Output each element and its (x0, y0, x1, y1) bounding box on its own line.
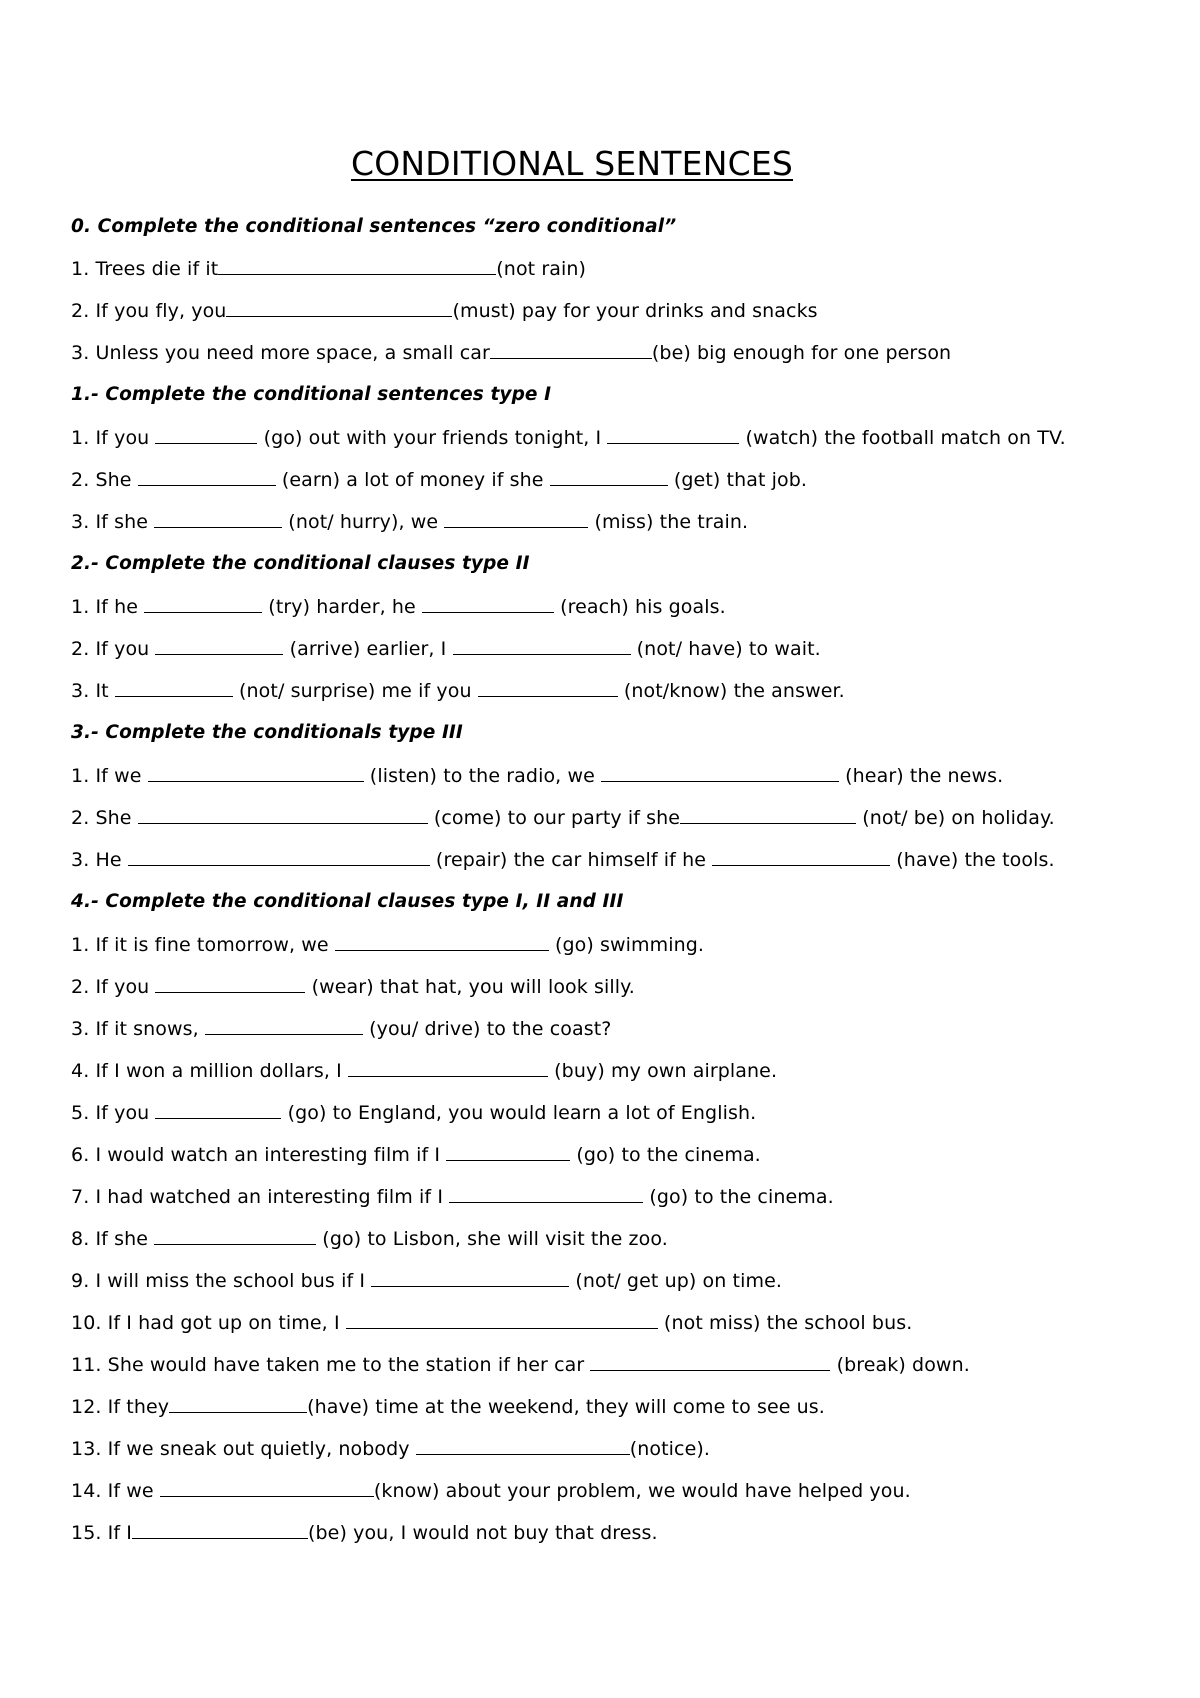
sentence-text: 7. I had watched an interesting film if I (71, 1186, 450, 1208)
exercise-line (71, 932, 704, 957)
sentence-text: (earn) a lot of money if she (275, 469, 550, 491)
exercise-line (71, 763, 1003, 788)
exercise-line (71, 1100, 756, 1125)
sentence-text: 10. If I had got up on time, I (71, 1312, 346, 1334)
answer-blank[interactable] (160, 1478, 374, 1497)
answer-blank[interactable] (444, 509, 588, 528)
answer-blank[interactable] (449, 1184, 643, 1203)
answer-blank[interactable] (335, 932, 549, 951)
answer-blank[interactable] (422, 594, 554, 613)
answer-blank[interactable] (128, 847, 430, 866)
sentence-text: 3. If it snows, (71, 1018, 205, 1040)
sentence-text: 1. If you (71, 427, 156, 449)
exercise-line (71, 1478, 911, 1503)
exercise-line (71, 340, 951, 365)
exercise-line (71, 847, 1055, 872)
exercise-line (71, 805, 1055, 830)
exercise-line (71, 974, 635, 999)
answer-blank[interactable] (218, 256, 496, 275)
sentence-text: (go) swimming. (548, 934, 705, 956)
sentence-text: 2. She (71, 807, 138, 829)
sentence-text: (go) to Lisbon, she will visit the zoo. (316, 1228, 668, 1250)
sentence-text: (must) pay for your drinks and snacks (452, 300, 818, 322)
sentence-text: 14. If we (71, 1480, 160, 1502)
answer-blank[interactable] (155, 636, 283, 655)
sentence-text: (wear) that hat, you will look silly. (305, 976, 635, 998)
section-heading: 4.- Complete the conditional clauses type I, II and III (71, 891, 624, 912)
answer-blank[interactable] (138, 467, 276, 486)
exercise-line (71, 1184, 834, 1209)
answer-blank[interactable] (132, 1520, 308, 1539)
section-heading: 3.- Complete the conditionals type III (71, 722, 463, 743)
sentence-text: (try) harder, he (262, 596, 422, 618)
sentence-text: (have) time at the weekend, they will come to see us. (307, 1396, 825, 1418)
sentence-text: (not miss) the school bus. (657, 1312, 913, 1334)
sentence-text: 3. Unless you need more space, a small car (71, 342, 490, 364)
exercise-line (71, 425, 1066, 450)
sentence-text: (go) to the cinema. (643, 1186, 834, 1208)
sentence-text: 11. She would have taken me to the station if her car (71, 1354, 591, 1376)
exercise-line (71, 509, 748, 534)
answer-blank[interactable] (348, 1058, 548, 1077)
sentence-text: (be) big enough for one person (651, 342, 952, 364)
page-title: CONDITIONAL SENTENCES (350, 144, 794, 183)
sentence-text: (go) out with your friends tonight, I (257, 427, 608, 449)
sentence-text: (not/ have) to wait. (630, 638, 821, 660)
exercise-line (71, 1352, 970, 1377)
exercise-line (71, 594, 726, 619)
answer-blank[interactable] (155, 1100, 281, 1119)
sentence-text: 6. I would watch an interesting film if I (71, 1144, 447, 1166)
answer-blank[interactable] (478, 678, 618, 697)
exercise-line (71, 467, 807, 492)
sentence-text: 13. If we sneak out quietly, nobody (71, 1438, 416, 1460)
sentence-text: (buy) my own airplane. (548, 1060, 778, 1082)
sentence-text: 3. He (71, 849, 128, 871)
exercise-line (71, 1142, 761, 1167)
answer-blank[interactable] (601, 763, 839, 782)
exercise-line (71, 298, 818, 323)
sentence-text: (break) down. (830, 1354, 970, 1376)
answer-blank[interactable] (416, 1436, 630, 1455)
sentence-text: (hear) the news. (839, 765, 1004, 787)
exercise-line (71, 636, 821, 661)
sentence-text: 1. If we (71, 765, 148, 787)
sentence-text: (know) about your problem, we would have helped you. (373, 1480, 911, 1502)
sentence-text: (miss) the train. (588, 511, 749, 533)
sentence-text: (get) that job. (667, 469, 808, 491)
answer-blank[interactable] (607, 425, 739, 444)
answer-blank[interactable] (490, 340, 652, 359)
sentence-text: (not/know) the answer. (617, 680, 845, 702)
exercise-line (71, 1226, 668, 1251)
sentence-text: (arrive) earlier, I (283, 638, 453, 660)
answer-blank[interactable] (144, 594, 262, 613)
sentence-text: 2. She (71, 469, 138, 491)
sentence-text: (repair) the car himself if he (429, 849, 713, 871)
sentence-text: 8. If she (71, 1228, 155, 1250)
exercise-line (71, 256, 586, 281)
answer-blank[interactable] (712, 847, 890, 866)
exercise-line (71, 1394, 825, 1419)
sentence-text: (listen) to the radio, we (363, 765, 602, 787)
answer-blank[interactable] (446, 1142, 570, 1161)
sentence-text: (you/ drive) to the coast? (362, 1018, 612, 1040)
answer-blank[interactable] (138, 805, 428, 824)
section-heading: 0. Complete the conditional sentences “zero conditional” (71, 216, 677, 237)
sentence-text: (not/ hurry), we (282, 511, 445, 533)
sentence-text: (not rain) (496, 258, 587, 280)
sentence-text: 3. If she (71, 511, 155, 533)
exercise-line (71, 1520, 658, 1545)
sentence-text: (not/ surprise) me if you (232, 680, 478, 702)
sentence-text: (not/ get up) on time. (569, 1270, 782, 1292)
sentence-text: 1. Trees die if it (71, 258, 219, 280)
exercise-line (71, 1058, 777, 1083)
exercise-line (71, 1016, 611, 1041)
exercise-line (71, 1436, 710, 1461)
sentence-text: 3. It (71, 680, 115, 702)
answer-blank[interactable] (453, 636, 631, 655)
answer-blank[interactable] (226, 298, 452, 317)
answer-blank[interactable] (154, 1226, 316, 1245)
sentence-text: (be) you, I would not buy that dress. (308, 1522, 658, 1544)
sentence-text: 4. If I won a million dollars, I (71, 1060, 349, 1082)
answer-blank[interactable] (371, 1268, 569, 1287)
exercise-line (71, 678, 845, 703)
answer-blank[interactable] (590, 1352, 830, 1371)
section-heading: 2.- Complete the conditional clauses type II (71, 553, 530, 574)
sentence-text: 9. I will miss the school bus if I (71, 1270, 372, 1292)
sentence-text: 15. If I (71, 1522, 132, 1544)
section-heading: 1.- Complete the conditional sentences type I (71, 384, 552, 405)
sentence-text: 2. If you (71, 638, 156, 660)
answer-blank[interactable] (155, 974, 305, 993)
answer-blank[interactable] (205, 1016, 363, 1035)
sentence-text: (watch) the football match on TV. (739, 427, 1066, 449)
sentence-text: 1. If he (71, 596, 145, 618)
sentence-text: (have) the tools. (890, 849, 1055, 871)
sentence-text: (reach) his goals. (553, 596, 726, 618)
exercise-line (71, 1268, 782, 1293)
answer-blank[interactable] (148, 763, 364, 782)
answer-blank[interactable] (550, 467, 668, 486)
exercise-line (71, 1310, 912, 1335)
sentence-text: 1. If it is fine tomorrow, we (71, 934, 335, 956)
sentence-text: (come) to our party if she (427, 807, 681, 829)
sentence-text: (go) to England, you would learn a lot of English. (281, 1102, 757, 1124)
answer-blank[interactable] (154, 509, 282, 528)
answer-blank[interactable] (155, 425, 257, 444)
sentence-text: (notice). (629, 1438, 711, 1460)
answer-blank[interactable] (169, 1394, 307, 1413)
sentence-text: 12. If they (71, 1396, 170, 1418)
answer-blank[interactable] (346, 1310, 658, 1329)
answer-blank[interactable] (115, 678, 233, 697)
sentence-text: 5. If you (71, 1102, 156, 1124)
sentence-text: 2. If you (71, 976, 156, 998)
sentence-text: (not/ be) on holiday. (856, 807, 1055, 829)
sentence-text: 2. If you fly, you (71, 300, 227, 322)
sentence-text: (go) to the cinema. (570, 1144, 761, 1166)
answer-blank[interactable] (680, 805, 856, 824)
